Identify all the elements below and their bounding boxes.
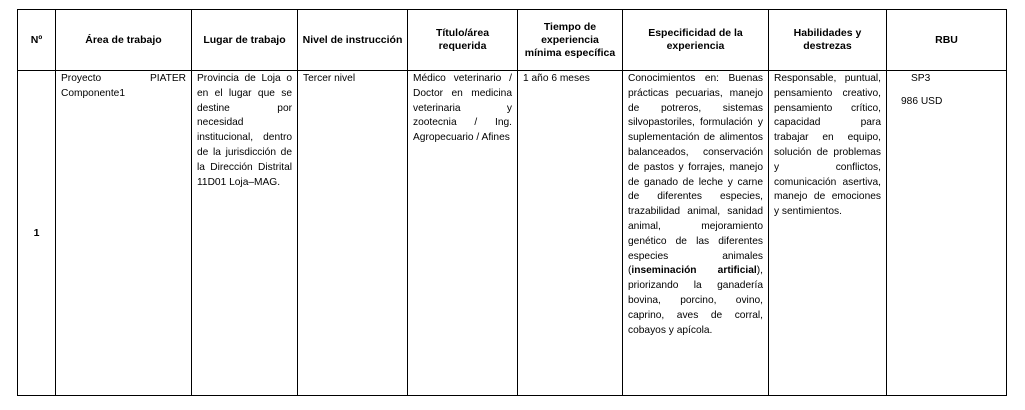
cell-tiempo: 1 año 6 meses [518, 71, 623, 396]
cell-lugar: Provincia de Loja o en el lugar que se destine por necesidad institucional, dentro de la jurisdicción de la Dirección Distrital 11D01 Loja–MAG. [192, 71, 298, 396]
header-especificidad: Especificidad de la experiencia [623, 10, 769, 71]
cell-habilidades: Responsable, puntual, pensamiento creativo, pensamiento crítico, capacidad para trabajar en equipo, solución de problemas y conflictos, comunicación asertiva, manejo de emociones y sentimientos. [769, 71, 887, 396]
especificidad-text-end: ), priorizando la ganadería bovina, porcino, ovino, caprino, aves de corral, cobayos y apícola. [628, 265, 763, 336]
header-habilidades: Habilidades y destrezas [769, 10, 887, 71]
header-tiempo: Tiempo de experiencia mínima específica [518, 10, 623, 71]
header-area: Área de trabajo [56, 10, 192, 71]
job-requirements-table [17, 9, 1007, 396]
header-rbu: RBU [887, 10, 1007, 71]
cell-rbu [887, 71, 1007, 396]
header-num: Nº [18, 10, 56, 71]
table-row [18, 71, 1007, 396]
cell-area: Proyecto PIATER Componente1 [56, 71, 192, 396]
header-titulo: Título/área requerida [408, 10, 518, 71]
cell-especificidad [623, 71, 769, 396]
especificidad-bold-text: inseminación artificial [631, 265, 757, 277]
header-nivel: Nivel de instrucción [298, 10, 408, 71]
header-row [18, 10, 1007, 71]
rbu-amount: 986 USD [901, 95, 943, 107]
cell-titulo: Médico veterinario / Doctor en medicina veterinaria y zootecnia / Ing. Agropecuario / Afines [408, 71, 518, 396]
especificidad-text: Conocimientos en: Buenas prácticas pecuarias, manejo de potreros, sistemas silvopastoriles, formulación y suplementación de alimentos balanceados, conservación de pastos y forrajes, manejo de ganado de leche y carne de diferentes especies, trazabilidad animal, sanidad animal, mejoramiento genético de las diferentes especies animales ( [628, 73, 763, 277]
rbu-grade: SP3 [911, 73, 931, 84]
cell-nivel: Tercer nivel [298, 71, 408, 396]
row-number: 1 [18, 71, 56, 396]
header-lugar: Lugar de trabajo [192, 10, 298, 71]
